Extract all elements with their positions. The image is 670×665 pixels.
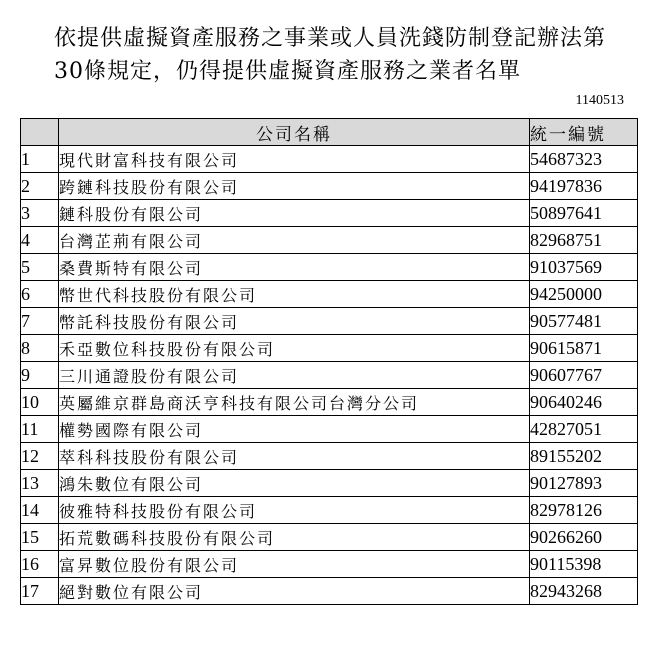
company-name-cell: 權勢國際有限公司 bbox=[59, 416, 530, 443]
unified-id-cell: 91037569 bbox=[530, 254, 638, 281]
company-name-cell: 富昇數位股份有限公司 bbox=[59, 551, 530, 578]
unified-id-cell: 90615871 bbox=[530, 335, 638, 362]
row-number: 2 bbox=[21, 173, 59, 200]
unified-id-cell: 82978126 bbox=[530, 497, 638, 524]
row-number: 17 bbox=[21, 578, 59, 605]
company-name-cell: 桑費斯特有限公司 bbox=[59, 254, 530, 281]
table-row bbox=[21, 389, 638, 416]
company-name-cell: 萃科科技股份有限公司 bbox=[59, 443, 530, 470]
table-row bbox=[21, 335, 638, 362]
company-name-cell: 幣世代科技股份有限公司 bbox=[59, 281, 530, 308]
table-row bbox=[21, 146, 638, 173]
table-row bbox=[21, 551, 638, 578]
unified-id-cell: 94250000 bbox=[530, 281, 638, 308]
unified-id-cell: 54687323 bbox=[530, 146, 638, 173]
document-title bbox=[54, 22, 644, 88]
unified-id-cell: 90640246 bbox=[530, 389, 638, 416]
company-name-cell: 跨鏈科技股份有限公司 bbox=[59, 173, 530, 200]
unified-id-cell: 82943268 bbox=[530, 578, 638, 605]
company-name-cell: 禾亞數位科技股份有限公司 bbox=[59, 335, 530, 362]
row-number: 7 bbox=[21, 308, 59, 335]
unified-id-cell: 90115398 bbox=[530, 551, 638, 578]
company-name-cell: 台灣芷荊有限公司 bbox=[59, 227, 530, 254]
unified-id-cell: 42827051 bbox=[530, 416, 638, 443]
table-row bbox=[21, 281, 638, 308]
table-row bbox=[21, 200, 638, 227]
row-number: 10 bbox=[21, 389, 59, 416]
table-row bbox=[21, 497, 638, 524]
table-row bbox=[21, 362, 638, 389]
unified-id-cell: 82968751 bbox=[530, 227, 638, 254]
row-number: 15 bbox=[21, 524, 59, 551]
company-name-cell: 幣託科技股份有限公司 bbox=[59, 308, 530, 335]
unified-id-cell: 90607767 bbox=[530, 362, 638, 389]
table-row bbox=[21, 470, 638, 497]
row-number: 3 bbox=[21, 200, 59, 227]
table-row bbox=[21, 173, 638, 200]
unified-id-cell: 94197836 bbox=[530, 173, 638, 200]
unified-id-cell: 50897641 bbox=[530, 200, 638, 227]
document-title-line-2: 30條規定，仍得提供虛擬資產服務之業者名單 bbox=[54, 59, 521, 84]
header-unified-id: 統一編號 bbox=[530, 119, 638, 146]
row-number: 1 bbox=[21, 146, 59, 173]
company-name-cell: 絕對數位有限公司 bbox=[59, 578, 530, 605]
row-number: 9 bbox=[21, 362, 59, 389]
table-row bbox=[21, 443, 638, 470]
table-row bbox=[21, 416, 638, 443]
unified-id-cell: 90577481 bbox=[530, 308, 638, 335]
row-number: 13 bbox=[21, 470, 59, 497]
table-row bbox=[21, 227, 638, 254]
table-row bbox=[21, 308, 638, 335]
row-number: 14 bbox=[21, 497, 59, 524]
company-name-cell: 現代財富科技有限公司 bbox=[59, 146, 530, 173]
table-row bbox=[21, 524, 638, 551]
company-name-cell: 三川通證股份有限公司 bbox=[59, 362, 530, 389]
table-header-row bbox=[21, 119, 638, 146]
unified-id-cell: 89155202 bbox=[530, 443, 638, 470]
company-name-cell: 拓荒數碼科技股份有限公司 bbox=[59, 524, 530, 551]
document-title-line-1: 依提供虛擬資產服務之事業或人員洗錢防制登記辦法第 bbox=[54, 26, 607, 51]
document-date-code: 1140513 bbox=[575, 93, 624, 108]
table-row bbox=[21, 254, 638, 281]
row-number: 6 bbox=[21, 281, 59, 308]
row-number: 5 bbox=[21, 254, 59, 281]
table-row bbox=[21, 578, 638, 605]
company-name-cell: 鴻朱數位有限公司 bbox=[59, 470, 530, 497]
unified-id-cell: 90127893 bbox=[530, 470, 638, 497]
row-number: 11 bbox=[21, 416, 59, 443]
provider-list-table bbox=[20, 118, 638, 605]
row-number: 12 bbox=[21, 443, 59, 470]
header-number bbox=[21, 119, 59, 146]
row-number: 16 bbox=[21, 551, 59, 578]
row-number: 8 bbox=[21, 335, 59, 362]
company-name-cell: 彼雅特科技股份有限公司 bbox=[59, 497, 530, 524]
row-number: 4 bbox=[21, 227, 59, 254]
company-name-cell: 英屬維京群島商沃亨科技有限公司台灣分公司 bbox=[59, 389, 530, 416]
unified-id-cell: 90266260 bbox=[530, 524, 638, 551]
company-name-cell: 鏈科股份有限公司 bbox=[59, 200, 530, 227]
header-company-name: 公司名稱 bbox=[59, 119, 530, 146]
